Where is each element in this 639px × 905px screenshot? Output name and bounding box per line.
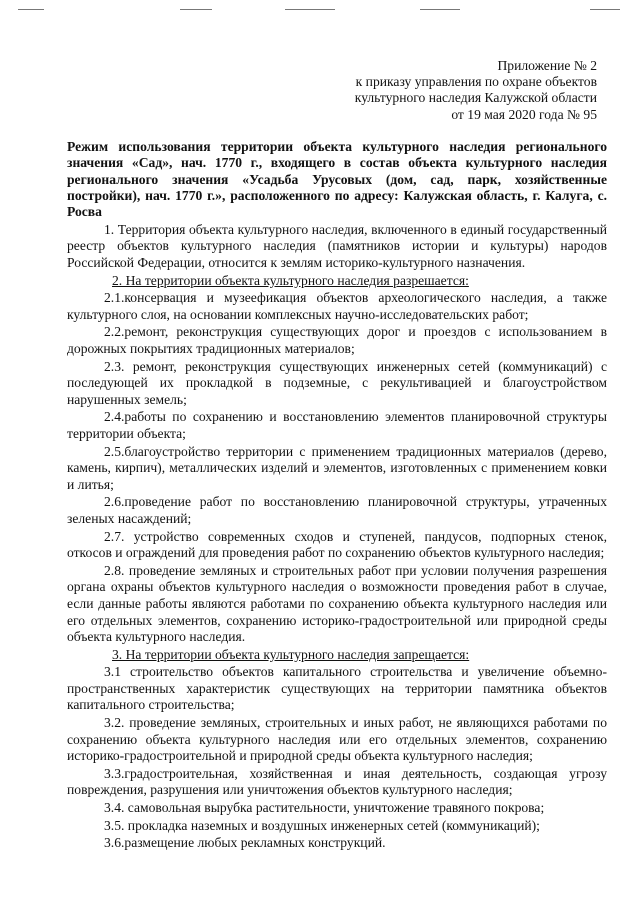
list-item: 2.1.консервация и музеефикация объектов археологического наследия, а также культурного слоя, на основании комплексных научно-исследовательских работ; — [67, 290, 607, 322]
list-item: 2.6.проведение работ по восстановлению планировочной структуры, утраченных зеленых насаждений; — [67, 494, 607, 526]
section-3-title: 3. На территории объекта культурного наследия запрещается: — [112, 646, 470, 662]
paragraph-1: 1. Территория объекта культурного наследия, включенного в единый государственный реестр объектов культурного наследия (памятников истории и культуры) народов Российской Федерации, относится к землям историко-культурного назначения. — [67, 221, 607, 271]
annex-number: Приложение № 2 — [497, 58, 597, 73]
list-item: 2.3. ремонт, реконструкция существующих инженерных сетей (коммуникаций) с последующей их прокладкой в подземные, с рекультивацией и благоустройством нарушенных земель; — [67, 358, 607, 407]
section-2-title: 2. На территории объекта культурного наследия разрешается: — [112, 272, 469, 288]
document-page — [67, 58, 607, 853]
list-item: 3.1 строительство объектов капитального строительства и увеличение объемно-пространственных характеристик существующих на территории памятника объектов капитального строительства; — [67, 664, 607, 713]
scan-edge-mark — [590, 9, 620, 10]
scan-edge-mark — [420, 9, 460, 10]
list-item: 2.7. устройство современных сходов и ступеней, пандусов, подпорных стенок, откосов и ограждений для проведения работ по сохранению объектов культурного наследия; — [67, 528, 607, 561]
list-item: 3.4. самовольная вырубка растительности, уничтожение травяного покрова; — [104, 800, 545, 816]
list-item: 2.8. проведение земляных и строительных работ при условии получения разрешения органа охраны объектов культурного наследия о возможности проведения работ в случае, если данные работы являются работами по сохранению объекта культурного наследия или его отдельных элементов, сохранению историко-градостроительной или природной среды объекта культурного наследия. — [67, 562, 607, 645]
document-body — [67, 222, 607, 852]
list-item: 2.5.благоустройство территории с применением традиционных материалов (дерево, камень, кирпич), металлических изделий и элементов, изготовленных с применением ковки и литья; — [67, 443, 607, 492]
list-item: 3.2. проведение земляных, строительных и иных работ, не являющихся работами по сохранению объекта культурного наследия или его отдельных элементов, сохранению историко-градостроительной и природной среды объекта культурного наследия; — [67, 715, 607, 764]
list-item: 3.6.размещение любых рекламных конструкций. — [104, 835, 386, 851]
list-item: 3.5. прокладка наземных и воздушных инженерных сетей (коммуникаций); — [104, 817, 540, 833]
scan-edge-mark — [18, 9, 44, 10]
scan-edge-mark — [285, 9, 335, 10]
scan-edge-mark — [180, 9, 212, 10]
annex-order: к приказу управления по охране объектов — [355, 74, 597, 90]
annex-authority: культурного наследия Калужской области — [354, 90, 597, 106]
annex-date: от 19 мая 2020 года № 95 — [451, 106, 597, 122]
list-item: 2.4.работы по сохранению и восстановлению элементов планировочной структуры территории объекта; — [67, 409, 607, 441]
list-item: 2.2.ремонт, реконструкция существующих дорог и проездов с использованием в дорожных покрытиях традиционных материалов; — [67, 324, 607, 356]
annex-header — [67, 58, 597, 123]
document-title: Режим использования территории объекта культурного наследия регионального значения «Сад», нач. 1770 г., входящего в состав объекта культурного наследия регионального значения «Усадьба Урусовых (дом, сад, парк, хозяйственные постройки), нач. 1770 г.», расположенного по адресу: Калужская область, г. Калуга, с. Росва — [67, 138, 607, 220]
list-item: 3.3.градостроительная, хозяйственная и иная деятельность, создающая угрозу повреждения, разрушения или уничтожения объектов культурного наследия; — [67, 765, 607, 798]
